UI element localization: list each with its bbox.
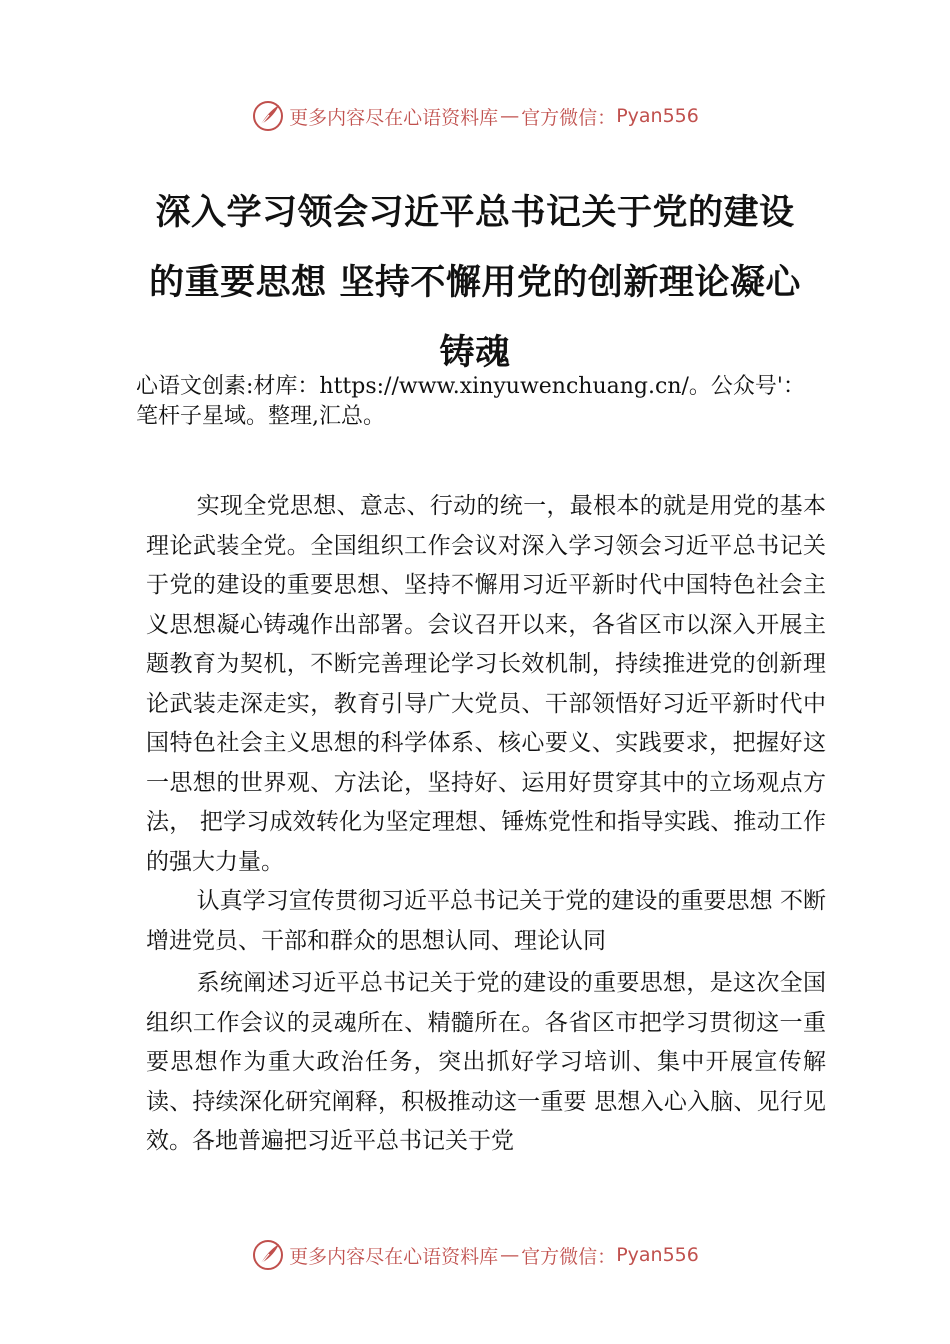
banner-label: 官方微信： <box>521 1245 617 1268</box>
banner-text: 更多内容尽在心语资料库 <box>289 1245 499 1268</box>
header-banner <box>0 96 950 136</box>
banner-label: 官方微信： <box>521 106 617 129</box>
footer-banner <box>0 1235 950 1275</box>
section-heading: 认真学习宣传贯彻习近平总书记关于党的建设的重要思想 不断增进党员、干部和群众的思想认同、理论认同 <box>146 888 826 954</box>
banner-separator: — <box>500 1244 520 1266</box>
banner-separator: — <box>500 105 520 127</box>
article-body <box>146 487 826 1162</box>
paragraph: 系统阐述习近平总书记关于党的建设的重要思想，是这次全国组织工作会议的灵魂所在、精髓所在。各省区市把学习贯彻这一重要思想作为重大政治任务，突出抓好学习培训、集中开展宣传解读、持续深化研究阐释，积极推动这一重要 思想入心入脑、见行见效。各地普遍把习近平总书记关于党 <box>146 970 826 1154</box>
article-source-meta: 心语文创素:材库：https://www.xinyuwenchuang.cn/。公众号'：笔杆子星域。整理,汇总。 <box>136 374 805 429</box>
banner-text: 更多内容尽在心语资料库 <box>289 106 499 129</box>
feather-pen-icon <box>251 1238 285 1272</box>
feather-pen-icon <box>251 99 285 133</box>
article-title: 深入学习领会习近平总书记关于党的建设的重要思想 坚持不懈用党的创新理论凝心铸魂 <box>149 192 801 373</box>
paragraph: 实现全党思想、意志、行动的统一，最根本的就是用党的基本理论武装全党。全国组织工作会议对深入学习领会习近平总书记关于党的建设的重要思想、坚持不懈用习近平新时代中国特色社会主义思想凝心铸魂作出部署。会议召开以来，各省区市以深入开展主题教育为契机，不断完善理论学习长效机制，持续推进党的创新理论武装走深走实，教育引导广大党员、干部领悟好习近平新时代中国特色社会主义思想的科学体系、核心要义、实践要求，把握好这一思想的世界观、方法论，坚持好、运用好贯穿其中的立场观点方法， 把学习成效转化为坚定理想、锤炼党性和指导实践、推动工作的强大力量。 <box>146 493 826 875</box>
banner-wechat-id: Pyan556 <box>616 1244 699 1266</box>
banner-wechat-id: Pyan556 <box>616 105 699 127</box>
